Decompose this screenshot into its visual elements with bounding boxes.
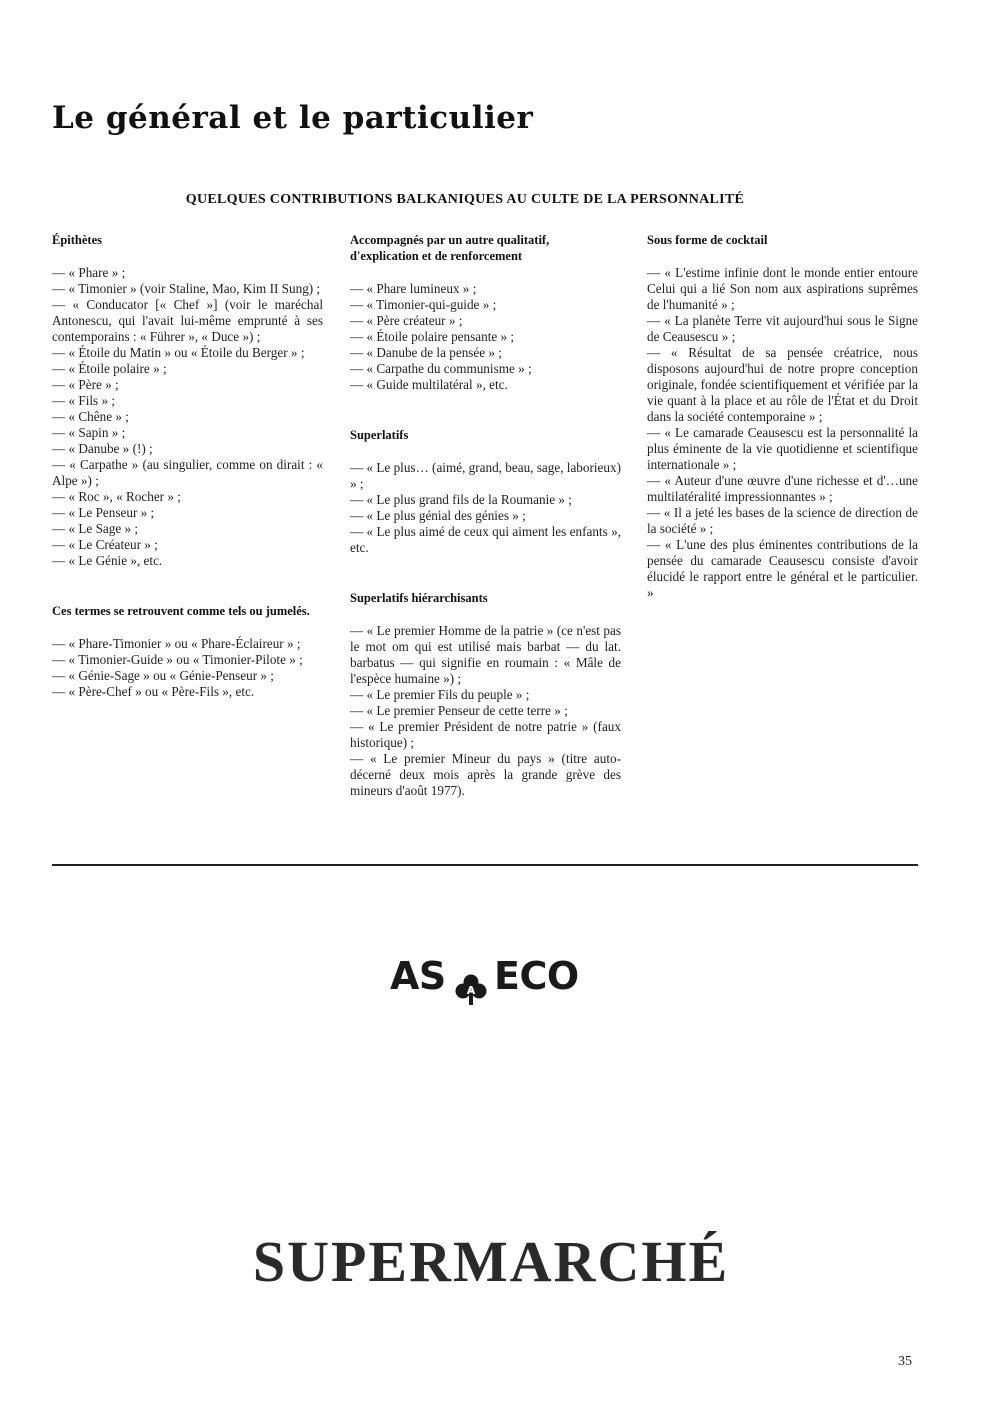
list-item: — « Le plus génial des génies » ;	[350, 508, 526, 523]
list-item: — « Le premier Mineur du pays » (titre auto-décerné deux mois après la grande grève des mineurs d'août 1977).	[350, 751, 621, 798]
supermarche-headline: SUPERMARCHÉ	[252, 1229, 730, 1294]
list-item: — « Auteur d'une œuvre d'une richesse et d'…une multilatéralité impressionnantes » ;	[647, 473, 918, 504]
list-item: — « Timonier-qui-guide » ;	[350, 297, 497, 312]
list-item: — « Le premier Homme de la patrie » (ce n'est pas le mot om qui est utilisé mais barbat — du lat. barbatus — qui signifie en roumain : « Mâle de l'espèce humaine ») ;	[350, 623, 621, 686]
section-heading: Superlatifs hiérarchisants	[350, 591, 488, 605]
section-heading: Sous forme de cocktail	[647, 233, 768, 247]
section-qualitatif	[350, 232, 621, 393]
section-heading: Accompagnés par un autre qualitatif, d'explication et de renforcement	[350, 233, 550, 263]
list-item: — « Roc », « Rocher » ;	[52, 489, 181, 504]
section-heading: Épithètes	[52, 233, 102, 247]
list-item: — « Étoile du Matin » ou « Étoile du Berger » ;	[52, 345, 305, 360]
list-item: — « Le plus… (aimé, grand, beau, sage, laborieux) » ;	[350, 460, 621, 491]
list-item: — « Timonier » (voir Staline, Mao, Kim II Sung) ;	[52, 281, 321, 296]
list-item: — « Timonier-Guide » ou « Timonier-Pilote » ;	[52, 652, 303, 667]
logo-text-right: ECO	[494, 954, 579, 998]
column-2	[350, 232, 621, 833]
horizontal-rule	[52, 864, 918, 866]
column-3	[647, 232, 918, 635]
section-jumeles	[52, 603, 323, 700]
section-heading: Ces termes se retrouvent comme tels ou jumelés.	[52, 604, 310, 618]
list-item: — « Le premier Président de notre patrie » (faux historique) ;	[350, 719, 621, 750]
list-item: — « Résultat de sa pensée créatrice, nous disposons aujourd'hui de notre propre conception originale, fondée scientifiquement et vérifiée par la vie quant à la place et au rôle de l'État et du Droit dans la société contemporaine » ;	[647, 345, 918, 424]
list-item: — « Danube » (!) ;	[52, 441, 153, 456]
section-heading: Superlatifs	[350, 428, 409, 442]
list-item: — « Génie-Sage » ou « Génie-Penseur » ;	[52, 668, 274, 683]
list-item: — « Père » ;	[52, 377, 119, 392]
section-superlatifs-hierarchisants	[350, 590, 621, 799]
list-item: — « Le Penseur » ;	[52, 505, 155, 520]
list-item: — « Sapin » ;	[52, 425, 126, 440]
list-item: — « Étoile polaire pensante » ;	[350, 329, 515, 344]
section-cocktail	[647, 232, 918, 601]
aseco-logo	[388, 950, 598, 1010]
logo-text-left: AS	[390, 954, 446, 998]
list-item: — « L'estime infinie dont le monde entier entoure Celui qui a lié Son nom aux aspirations suprêmes de l'humanité » ;	[647, 265, 918, 312]
list-item: — « Le camarade Ceausescu est la personnalité la plus éminente de la vie quotidienne et scientifique internationale » ;	[647, 425, 918, 472]
list-item: — « Phare lumineux » ;	[350, 281, 477, 296]
page-title: Le général et le particulier	[52, 100, 534, 136]
list-item: — « Phare » ;	[52, 265, 126, 280]
article-subtitle: QUELQUES CONTRIBUTIONS BALKANIQUES AU CULTE DE LA PERSONNALITÉ	[185, 192, 745, 207]
list-item: — « La planète Terre vit aujourd'hui sous le Signe de Ceausescu » ;	[647, 313, 918, 344]
trefoil-logo-icon	[454, 972, 488, 1006]
page-number: 35	[898, 1354, 912, 1369]
list-item: — « Chêne » ;	[52, 409, 129, 424]
list-item: — « Père-Chef » ou « Père-Fils », etc.	[52, 684, 255, 699]
list-item: — « Le Génie », etc.	[52, 553, 163, 568]
list-item: — « Le plus aimé de ceux qui aiment les enfants », etc.	[350, 524, 621, 555]
list-item: — « Danube de la pensée » ;	[350, 345, 502, 360]
list-item: — « Carpathe du communisme » ;	[350, 361, 532, 376]
list-item: — « Conducator [« Chef »] (voir le maréchal Antonescu, qui l'avait lui-même emprunté à ses contemporains : « Führer », « Duce ») ;	[52, 297, 323, 344]
list-item: — « Le premier Fils du peuple » ;	[350, 687, 530, 702]
logo-mark-letter: A	[466, 984, 476, 997]
list-item: — « Le plus grand fils de la Roumanie » ;	[350, 492, 572, 507]
list-item: — « Carpathe » (au singulier, comme on dirait : « Alpe ») ;	[52, 457, 323, 488]
column-1	[52, 232, 323, 734]
list-item: — « Le Créateur » ;	[52, 537, 158, 552]
list-item: — « Le Sage » ;	[52, 521, 139, 536]
list-item: — « L'une des plus éminentes contributions de la pensée du camarade Ceausescu consiste d'avoir élucidé le rapport entre le général et le particulier. »	[647, 537, 918, 600]
section-epithetes	[52, 232, 323, 569]
section-superlatifs	[350, 427, 621, 556]
list-item: — « Fils » ;	[52, 393, 116, 408]
list-item: — « Phare-Timonier » ou « Phare-Éclaireur » ;	[52, 636, 301, 651]
list-item: — « Il a jeté les bases de la science de direction de la société » ;	[647, 505, 918, 536]
list-item: — « Le premier Penseur de cette terre » ;	[350, 703, 568, 718]
list-item: — « Étoile polaire » ;	[52, 361, 167, 376]
list-item: — « Guide multilatéral », etc.	[350, 377, 508, 392]
list-item: — « Père créateur » ;	[350, 313, 463, 328]
